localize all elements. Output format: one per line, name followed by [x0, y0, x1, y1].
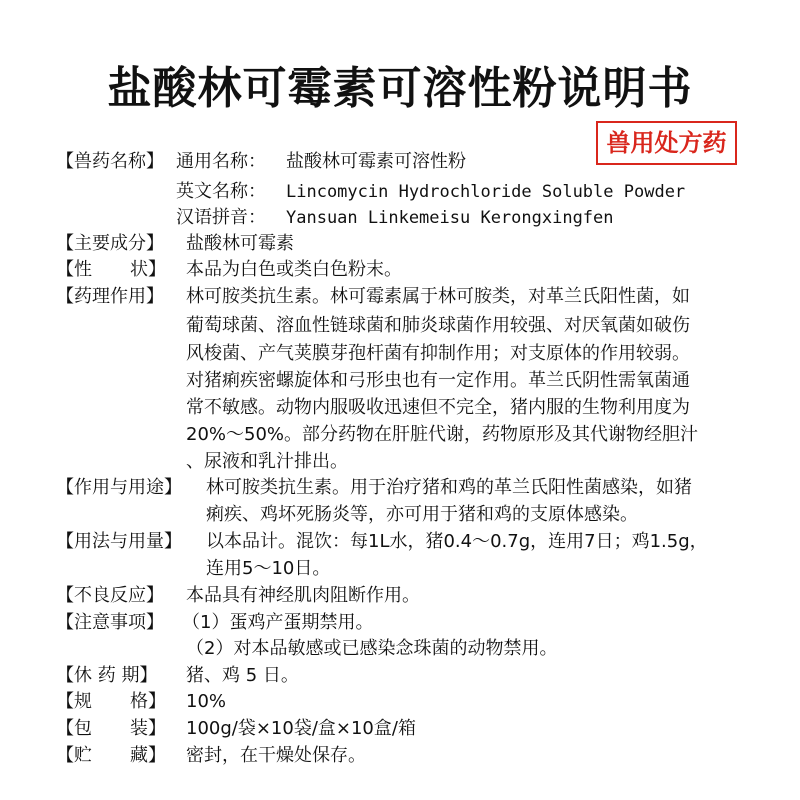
package-value: 100g/袋×10袋/盒×10盒/箱 [186, 718, 416, 739]
label-main-ingredient: 【主要成分】 [56, 233, 164, 254]
label-specification: 【规 格】 [56, 691, 166, 712]
label-indications: 【作用与用途】 [56, 477, 182, 498]
withdrawal-period-value: 猪、鸡 5 日。 [186, 665, 299, 686]
indications-line: 林可胺类抗生素。用于治疗猪和鸡的革兰氏阳性菌感染，如猪 [206, 477, 692, 498]
pharmacology-line: 风梭菌、产气荚膜芽孢杆菌有抑制作用；对支原体的作用较弱。 [186, 343, 690, 364]
pharmacology-line: 20%～50%。部分药物在肝脏代谢，药物原形及其代谢物经胆汁 [186, 424, 699, 445]
label-adverse-reactions: 【不良反应】 [56, 585, 164, 606]
generic-name-value: 盐酸林可霉素可溶性粉 [286, 151, 466, 172]
label-drug-name: 【兽药名称】 [56, 151, 164, 172]
label-package: 【包 装】 [56, 718, 166, 739]
english-name-label: 英文名称： [176, 181, 266, 202]
label-dosage: 【用法与用量】 [56, 531, 182, 552]
english-name-value: Lincomycin Hydrochloride Soluble Powder [286, 182, 686, 202]
appearance-value: 本品为白色或类白色粉末。 [186, 259, 402, 280]
pharmacology-line: 、尿液和乳汁排出。 [186, 451, 348, 472]
dosage-line: 连用5～10日。 [206, 558, 331, 579]
storage-value: 密封，在干燥处保存。 [186, 745, 366, 766]
label-precautions: 【注意事项】 [56, 612, 164, 633]
pharmacology-line: 对猪痢疾密螺旋体和弓形虫也有一定作用。革兰氏阴性需氧菌通 [186, 370, 690, 391]
document-title: 盐酸林可霉素可溶性粉说明书 [107, 63, 693, 114]
pharmacology-line: 葡萄球菌、溶血性链球菌和肺炎球菌作用较强、对厌氧菌如破伤 [186, 315, 690, 336]
precaution-item: （1）蛋鸡产蛋期禁用。 [182, 612, 374, 633]
specification-value: 10% [186, 691, 227, 712]
label-appearance: 【性 状】 [56, 259, 166, 280]
label-pharmacology: 【药理作用】 [56, 286, 164, 307]
pinyin-label: 汉语拼音： [176, 207, 266, 228]
dosage-line: 以本品计。混饮：每1L水，猪0.4～0.7g，连用7日；鸡1.5g， [206, 531, 708, 552]
adverse-reactions-value: 本品具有神经肌肉阻断作用。 [186, 585, 420, 606]
main-ingredient-value: 盐酸林可霉素 [186, 233, 294, 254]
prescription-badge: 兽用处方药 [596, 121, 737, 165]
label-storage: 【贮 藏】 [56, 745, 166, 766]
pinyin-value: Yansuan Linkemeisu Kerongxingfen [286, 208, 614, 228]
indications-line: 痢疾、鸡坏死肠炎等，亦可用于猪和鸡的支原体感染。 [206, 504, 638, 525]
precaution-item: （2）对本品敏感或已感染念珠菌的动物禁用。 [186, 638, 558, 659]
pharmacology-line: 林可胺类抗生素。林可霉素属于林可胺类，对革兰氏阳性菌，如 [186, 286, 690, 307]
generic-name-label: 通用名称： [176, 151, 266, 172]
pharmacology-line: 常不敏感。动物内服吸收迅速但不完全，猪内服的生物利用度为 [186, 397, 690, 418]
label-withdrawal-period: 【休 药 期】 [56, 665, 158, 686]
